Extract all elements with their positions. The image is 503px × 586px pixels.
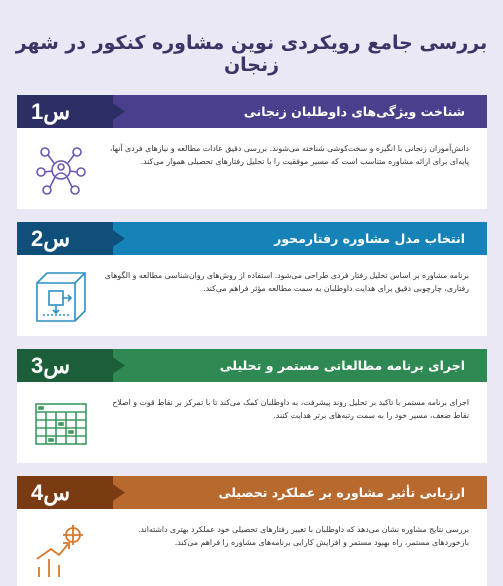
section-description: برنامه مشاوره بر اساس تحلیل رفتار فردی طراحی می‌شود. استفاده از روش‌های روان‌شناسی مطالعه و الگوهای رفتاری، چارچوبی دقیق برای هدایت داوطلبان به سمت مطالعه مؤثر فراهم می‌کند. [104, 271, 469, 293]
section-banner [17, 476, 487, 509]
section-heading: انتخاب مدل مشاوره رفتارمحور [274, 231, 465, 246]
section-body [17, 382, 487, 463]
section-banner [17, 95, 487, 128]
section-body [17, 509, 487, 586]
section-heading: اجرای برنامه مطالعاتی مستمر و تحلیلی [219, 358, 465, 373]
section-description: دانش‌آموزان زنجانی با انگیزه و سخت‌کوشی شناخته می‌شوند. بررسی دقیق عادات مطالعه و نیازهای فردی آنها، پایه‌ای برای ارائه مشاوره متناسب است که مسیر موفقیت را با تحلیل رفتارهای تحصیلی هموار می‌کند. [109, 144, 469, 166]
section-banner [17, 349, 487, 382]
page-title: بررسی جامع رویکردی نوین مشاوره کنکور در شهر زنجان [15, 32, 488, 76]
section-number: س2 [31, 226, 71, 251]
schedule-grid-icon [33, 396, 89, 452]
section-heading: شناخت ویژگی‌های داوطلبان زنجانی [243, 104, 465, 119]
box-arrows-icon [33, 269, 89, 325]
section-body [17, 128, 487, 209]
section-number: س1 [31, 99, 71, 124]
section-description: اجرای برنامه مستمر با تاکید بر تحلیل روند پیشرفت، به داوطلبان کمک می‌کند تا با تمرکز بر نقاط قوت و اصلاح نقاط ضعف، مسیر خود را به سمت رتبه‌های برتر هدایت کنند. [112, 398, 469, 420]
growth-chart-icon [33, 523, 89, 579]
section-description: بررسی نتایج مشاوره نشان می‌دهد که داوطلبان با تغییر رفتارهای تحصیلی خود عملکرد بهتری داشته‌اند. بازخوردهای مستمر، راه بهبود مستمر و افزایش کارایی برنامه‌های مشاوره را فراهم می‌کند. [137, 525, 469, 547]
section-body [17, 255, 487, 336]
section-heading: ارزیابی تأثیر مشاوره بر عملکرد تحصیلی [218, 485, 465, 500]
section-banner [17, 222, 487, 255]
network-person-icon [33, 142, 89, 198]
section-number: س4 [31, 480, 71, 505]
section-number: س3 [31, 353, 71, 378]
